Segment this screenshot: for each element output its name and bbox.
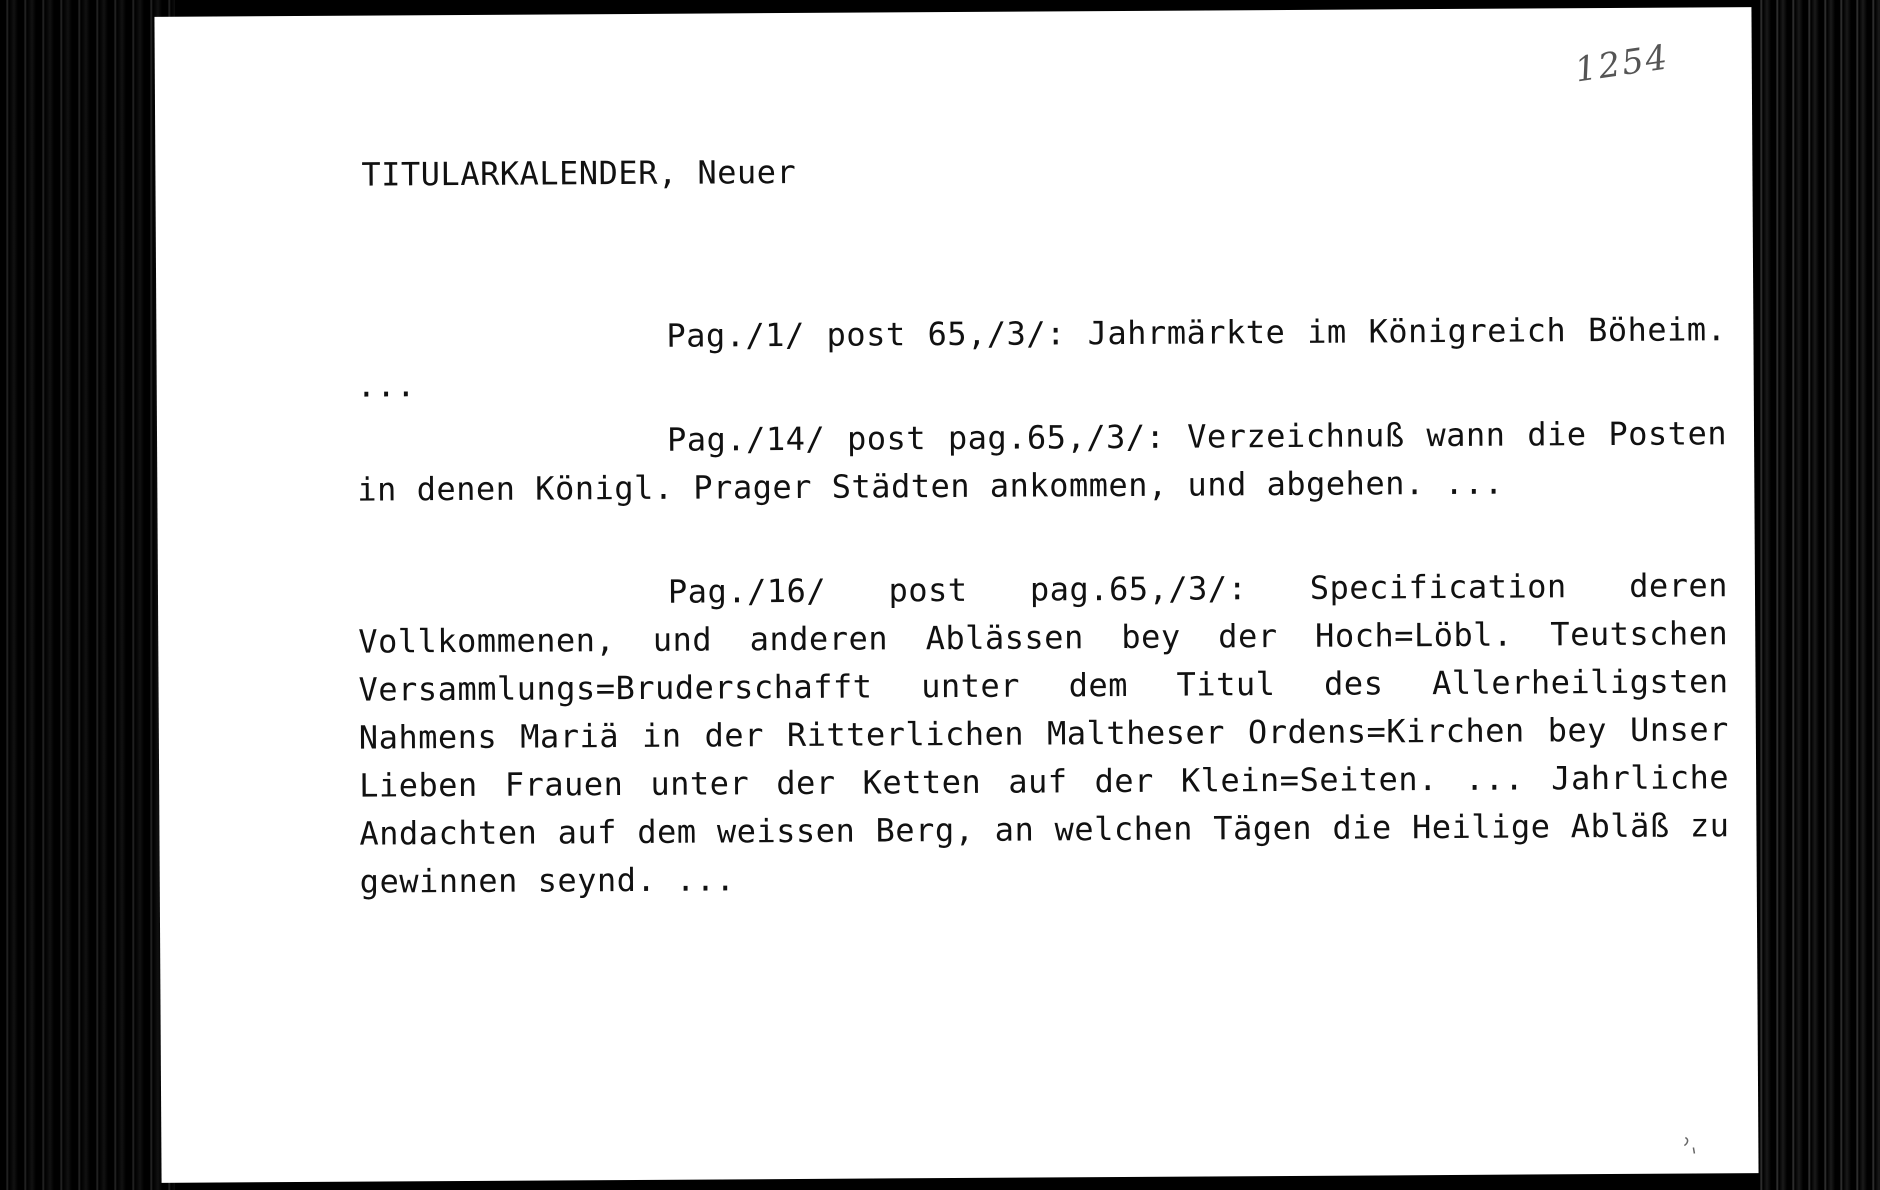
pencil-mark-icon — [1681, 1135, 1701, 1155]
film-edge-right — [1755, 0, 1880, 1190]
entry-paragraph: Pag./16/ post pag.65,/3/: Specification deren Vollkommenen, und anderen Ablässen bey der Hoch=Löbl. Teutschen Versammlungs=Bruderschafft unter dem Titul des Allerheiligsten Nahmens Mariä in der Ritterlichen Maltheser Ordens=Kirchen bey Unser Lieben Frauen unter der Ketten auf der Klein=Seiten. ... Jahrliche Andachten auf dem weissen Berg, an welchen Tägen die Heilige Abläß zu gewinnen seynd. ... — [358, 566, 1730, 901]
handwritten-catalog-number: 1254 — [1572, 37, 1672, 91]
entry-paragraph: Pag./14/ post pag.65,/3/: Verzeichnuß wann die Posten in denen Königl. Prager Städten ankommen, und abgehen. ... — [357, 414, 1728, 509]
card-heading: TITULARKALENDER, Neuer — [361, 152, 797, 194]
entry-paragraph: Pag./1/ post 65,/3/: Jahrmärkte im Königreich Böheim. ... — [356, 310, 1727, 405]
index-card — [154, 7, 1758, 1183]
film-edge-left — [0, 0, 175, 1190]
